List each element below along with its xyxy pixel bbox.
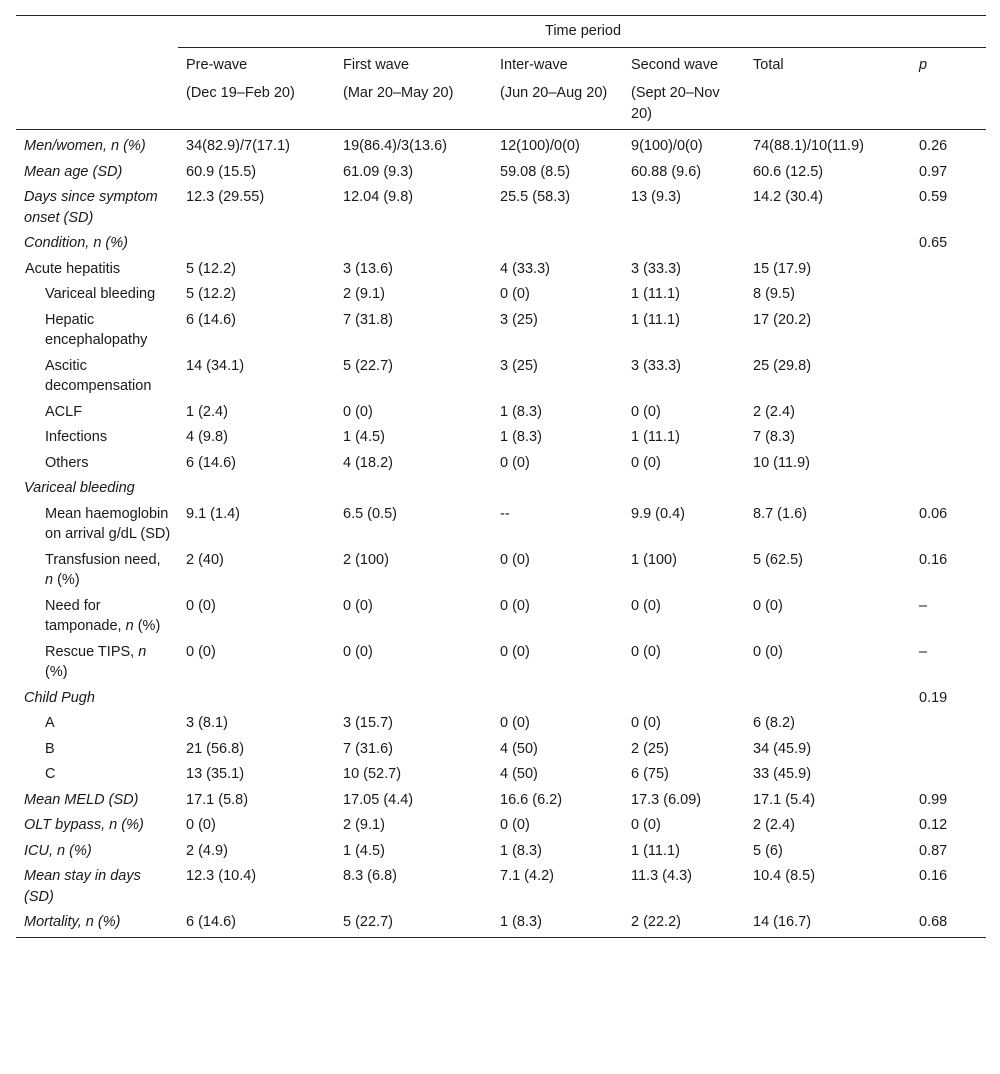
cell-value: 0 (0) xyxy=(186,817,216,833)
cell-value: 2 (2.4) xyxy=(753,403,795,420)
column-range-row xyxy=(16,75,986,130)
table-row xyxy=(16,710,986,736)
row-label xyxy=(16,450,178,476)
cell-value: 2 (100) xyxy=(343,551,389,568)
cell-value: 1 (8.3) xyxy=(500,842,542,859)
table-row xyxy=(16,159,986,185)
column-header-first-wave: First wave xyxy=(343,56,410,73)
cell-value: 0 (0) xyxy=(500,454,530,471)
cell-p-value xyxy=(911,475,986,501)
cell-value xyxy=(335,685,492,711)
table-row xyxy=(16,909,986,937)
table-row xyxy=(16,130,986,159)
cell-value xyxy=(745,475,911,501)
cell-value: 2 (22.2) xyxy=(623,909,745,937)
cell-value: 3 (13.6) xyxy=(343,260,393,277)
cell-p-value: 0.12 xyxy=(919,817,948,833)
cell-value: 21 (56.8) xyxy=(186,740,245,757)
cell-value: 7.1 (4.2) xyxy=(500,868,554,884)
row-label xyxy=(16,710,178,736)
row-label-text: Need for tamponade, xyxy=(45,597,126,634)
cell-p-value: – xyxy=(919,597,928,614)
table-row xyxy=(16,450,986,476)
row-label-text: Infections xyxy=(45,429,108,445)
cell-value: 3 (33.3) xyxy=(631,357,681,374)
cell-value: 2 (40) xyxy=(186,551,224,568)
cell-value: 15 (17.9) xyxy=(753,260,812,277)
cell-value: 61.09 (9.3) xyxy=(343,163,414,180)
row-label xyxy=(16,501,178,547)
cell-value: 0 (0) xyxy=(343,643,373,660)
cell-value: 0 (0) xyxy=(500,286,530,302)
cell-p-value: 0.65 xyxy=(919,235,948,251)
cell-value: 14 (34.1) xyxy=(186,357,245,374)
cell-value: 5 (22.7) xyxy=(343,357,393,374)
cell-value: 1 (8.3) xyxy=(500,403,542,420)
row-label-text: A xyxy=(45,715,55,731)
cell-value: 3 (15.7) xyxy=(343,715,393,731)
cell-value: 1 (8.3) xyxy=(492,909,623,937)
row-label xyxy=(16,256,178,282)
row-label: Mean stay in days (SD) xyxy=(24,868,141,905)
cell-value: 33 (45.9) xyxy=(753,766,812,782)
row-label-text: ACLF xyxy=(45,403,83,420)
column-header-p: p xyxy=(919,56,928,73)
cell-p-value xyxy=(911,736,986,762)
row-label xyxy=(16,424,178,450)
cell-p-value: 0.59 xyxy=(919,189,948,205)
column-range-first-wave: (Mar 20–May 20) xyxy=(335,75,492,130)
cell-value: 17.1 (5.4) xyxy=(753,791,816,808)
cell-value: 25.5 (58.3) xyxy=(500,189,571,205)
row-label-text: Others xyxy=(45,454,89,471)
cell-value: 1 (11.1) xyxy=(631,842,680,859)
cell-value: 11.3 (4.3) xyxy=(631,868,692,884)
column-header-inter-wave: Inter-wave xyxy=(500,56,568,73)
column-header-pre-wave: Pre-wave xyxy=(186,56,248,73)
cell-value xyxy=(745,230,911,256)
cell-value: 7 (31.6) xyxy=(343,740,393,757)
cell-value: 4 (18.2) xyxy=(343,454,393,471)
cell-p-value: 0.16 xyxy=(919,868,948,884)
cell-value: 4 (33.3) xyxy=(500,260,550,277)
cell-value: 60.6 (12.5) xyxy=(753,163,824,180)
cell-p-value: 0.87 xyxy=(919,842,948,859)
cell-p-value xyxy=(911,424,986,450)
row-label xyxy=(16,399,178,425)
cell-value: 1 (4.5) xyxy=(343,429,385,445)
cell-value: 2 (9.1) xyxy=(343,286,385,302)
row-label-italic: n xyxy=(138,643,147,660)
cell-value: 3 (25) xyxy=(500,311,538,328)
cell-p-value xyxy=(911,710,986,736)
cell-value: 0 (0) xyxy=(631,817,661,833)
empty-header-cell xyxy=(911,75,986,130)
table-body xyxy=(16,130,986,938)
cell-value: 2 (2.4) xyxy=(753,817,795,833)
cell-value: 25 (29.8) xyxy=(753,357,812,374)
cell-p-value: 0.16 xyxy=(919,551,948,568)
cell-value: 13 (9.3) xyxy=(631,189,681,205)
cell-value: 1 (8.3) xyxy=(500,429,542,445)
cell-p-value: 0.06 xyxy=(919,505,948,522)
cell-value: 3 (25) xyxy=(500,357,538,374)
cell-value: 6 (14.6) xyxy=(178,909,335,937)
cell-value: 0 (0) xyxy=(500,817,530,833)
cell-value: 1 (100) xyxy=(631,551,677,568)
cell-value: 0 (0) xyxy=(500,715,530,731)
cell-value: 59.08 (8.5) xyxy=(500,163,571,180)
section-label: Variceal bleeding xyxy=(24,480,135,496)
cell-value: 1 (11.1) xyxy=(631,286,680,302)
table-row xyxy=(16,593,986,639)
empty-header-cell xyxy=(16,75,178,130)
cell-value: 3 (8.1) xyxy=(186,715,228,731)
cell-value xyxy=(623,230,745,256)
row-label-italic: n xyxy=(45,572,54,588)
table-row xyxy=(16,281,986,307)
cell-value: 0 (0) xyxy=(500,643,530,660)
cell-value: 0 (0) xyxy=(343,403,373,420)
cell-value: 34(82.9)/7(17.1) xyxy=(186,138,290,154)
cell-value: 0 (0) xyxy=(753,597,783,614)
cell-value xyxy=(623,475,745,501)
row-label-text: Variceal bleeding xyxy=(45,286,156,302)
cell-value: 6 (14.6) xyxy=(186,311,236,328)
cell-value: 13 (35.1) xyxy=(186,766,245,782)
cell-value: 4 (50) xyxy=(500,740,538,757)
column-header-total: Total xyxy=(753,56,784,73)
cell-value: 5 (12.2) xyxy=(186,286,236,302)
cell-value xyxy=(178,230,335,256)
row-label-italic: n xyxy=(125,618,134,634)
results-table-container xyxy=(16,15,986,938)
cell-value: 12.3 (10.4) xyxy=(186,868,257,884)
row-label-text: Rescue TIPS, xyxy=(45,643,139,660)
cell-value xyxy=(492,230,623,256)
cell-value: 14.2 (30.4) xyxy=(753,189,824,205)
cell-value: 5 (62.5) xyxy=(753,551,803,568)
cell-value: 0 (0) xyxy=(631,643,661,660)
cell-value: 7 (8.3) xyxy=(753,429,795,445)
cell-p-value xyxy=(911,450,986,476)
row-label-text: (%) xyxy=(45,664,68,680)
cell-value: 3 (33.3) xyxy=(631,260,681,277)
row-label-text: Transfusion need, xyxy=(45,551,161,568)
row-label: Mean MELD (SD) xyxy=(24,791,139,808)
row-label: Men/women, n (%) xyxy=(24,138,146,154)
cell-value xyxy=(623,685,745,711)
cell-value: 5 (6) xyxy=(753,842,783,859)
column-range-second-wave: (Sept 20–Nov 20) xyxy=(623,75,745,130)
empty-header-cell xyxy=(16,47,178,75)
table-row xyxy=(16,353,986,399)
row-label xyxy=(16,547,178,593)
cell-value: 12.3 (29.55) xyxy=(186,189,265,205)
cell-value: 1 (4.5) xyxy=(343,842,385,859)
cell-p-value xyxy=(911,281,986,307)
cell-value: 4 (9.8) xyxy=(186,429,228,445)
column-range-inter-wave: (Jun 20–Aug 20) xyxy=(492,75,623,130)
time-period-row xyxy=(16,16,986,48)
section-row xyxy=(16,685,986,711)
row-label: Mortality, n (%) xyxy=(16,909,178,937)
cell-value: 74(88.1)/10(11.9) xyxy=(753,138,864,154)
cell-p-value xyxy=(911,399,986,425)
row-label xyxy=(16,353,178,399)
cell-value: 10.4 (8.5) xyxy=(753,868,816,884)
table-row xyxy=(16,761,986,787)
empty-header-cell xyxy=(16,16,178,48)
row-label: OLT bypass, n (%) xyxy=(24,817,144,833)
cell-value: 9.9 (0.4) xyxy=(631,505,685,522)
column-range-pre-wave: (Dec 19–Feb 20) xyxy=(178,75,335,130)
cell-value: 2 (9.1) xyxy=(343,817,385,833)
cell-p-value: 0.26 xyxy=(919,138,948,154)
cell-value: 0 (0) xyxy=(186,597,216,614)
cell-value: 6 (8.2) xyxy=(753,715,795,731)
row-label xyxy=(16,639,178,685)
cell-value: 0 (0) xyxy=(631,715,661,731)
cell-value: 6 (14.6) xyxy=(186,454,236,471)
row-label-text: Mean haemoglobin on arrival g/dL (SD) xyxy=(45,505,171,542)
cell-value: 2 (4.9) xyxy=(186,842,228,859)
table-row xyxy=(16,812,986,838)
cell-value: 16.6 (6.2) xyxy=(500,791,563,808)
cell-value: 14 (16.7) xyxy=(745,909,911,937)
cell-value: 4 (50) xyxy=(500,766,538,782)
column-header-second-wave: Second wave xyxy=(631,56,719,73)
table-row xyxy=(16,736,986,762)
cell-value xyxy=(492,685,623,711)
cell-value: 0 (0) xyxy=(753,643,783,660)
table-row xyxy=(16,424,986,450)
column-range-total xyxy=(745,75,911,130)
cell-value: 9.1 (1.4) xyxy=(186,505,240,522)
cell-value: 0 (0) xyxy=(343,597,373,614)
cell-value: 17.05 (4.4) xyxy=(343,791,414,808)
cell-value: 6 (75) xyxy=(631,766,669,782)
table-row xyxy=(16,838,986,864)
cell-p-value xyxy=(911,256,986,282)
row-label-text: (%) xyxy=(53,572,80,588)
cell-value: 1 (11.1) xyxy=(631,429,680,445)
section-row xyxy=(16,230,986,256)
row-label xyxy=(16,593,178,639)
row-label-text: Ascitic decompensation xyxy=(45,357,152,394)
cell-value: 19(86.4)/3(13.6) xyxy=(343,138,447,154)
cell-value: 60.9 (15.5) xyxy=(186,163,257,180)
time-period-heading: Time period xyxy=(178,16,986,48)
cell-value: 12(100)/0(0) xyxy=(500,138,580,154)
cell-value: 17.3 (6.09) xyxy=(631,791,702,808)
cell-value: 12.04 (9.8) xyxy=(343,189,414,205)
cell-value: 0 (0) xyxy=(631,403,661,420)
cell-value xyxy=(335,475,492,501)
cell-value: 0 (0) xyxy=(186,643,216,660)
cell-value: 9(100)/0(0) xyxy=(631,138,703,154)
cell-value: 8.3 (6.8) xyxy=(343,868,397,884)
cell-p-value: 0.97 xyxy=(919,163,948,180)
results-table xyxy=(16,15,986,938)
cell-p-value: 0.99 xyxy=(919,791,948,808)
row-label xyxy=(16,761,178,787)
section-row xyxy=(16,475,986,501)
cell-value: 0 (0) xyxy=(500,551,530,568)
table-row xyxy=(16,307,986,353)
cell-p-value: 0.68 xyxy=(911,909,986,937)
cell-value: 60.88 (9.6) xyxy=(631,163,702,180)
table-row xyxy=(16,184,986,230)
cell-value: -- xyxy=(500,505,510,522)
cell-value: 0 (0) xyxy=(631,454,661,471)
cell-value: 2 (25) xyxy=(631,740,669,757)
cell-value: 1 (2.4) xyxy=(186,403,228,420)
section-label: Condition, n (%) xyxy=(24,235,128,251)
cell-value: 17 (20.2) xyxy=(753,311,812,328)
row-label-text: Hepatic encephalopathy xyxy=(45,311,148,348)
cell-p-value xyxy=(911,353,986,399)
cell-value xyxy=(492,475,623,501)
cell-value: 1 (11.1) xyxy=(631,311,680,328)
cell-p-value: 0.19 xyxy=(919,689,948,706)
cell-value xyxy=(335,230,492,256)
table-row xyxy=(16,639,986,685)
cell-value: 10 (52.7) xyxy=(343,766,402,782)
row-label xyxy=(16,281,178,307)
row-label-text: C xyxy=(45,766,56,782)
table-row xyxy=(16,787,986,813)
cell-value: 0 (0) xyxy=(500,597,530,614)
cell-value: 10 (11.9) xyxy=(753,454,810,471)
cell-p-value: – xyxy=(919,643,928,660)
table-row xyxy=(16,256,986,282)
row-label-text: B xyxy=(45,740,55,757)
table-row xyxy=(16,501,986,547)
cell-value: 17.1 (5.8) xyxy=(186,791,249,808)
row-label xyxy=(16,307,178,353)
cell-value: 5 (12.2) xyxy=(186,260,236,277)
table-row xyxy=(16,547,986,593)
cell-p-value xyxy=(911,761,986,787)
cell-value: 0 (0) xyxy=(631,597,661,614)
table-row xyxy=(16,863,986,909)
cell-value xyxy=(178,475,335,501)
cell-value: 8.7 (1.6) xyxy=(753,505,807,522)
section-label: Child Pugh xyxy=(24,689,95,706)
column-name-row xyxy=(16,47,986,75)
cell-p-value xyxy=(911,307,986,353)
row-label-text: Acute hepatitis xyxy=(25,260,121,277)
row-label: ICU, n (%) xyxy=(24,842,92,859)
row-label xyxy=(16,736,178,762)
cell-value: 7 (31.8) xyxy=(343,311,393,328)
cell-value xyxy=(178,685,335,711)
cell-value: 6.5 (0.5) xyxy=(343,505,397,522)
cell-value: 34 (45.9) xyxy=(753,740,812,757)
row-label: Days since symptom onset (SD) xyxy=(24,189,158,226)
cell-value xyxy=(745,685,911,711)
cell-value: 8 (9.5) xyxy=(753,286,795,302)
row-label-text: (%) xyxy=(133,618,161,634)
row-label: Mean age (SD) xyxy=(24,163,123,180)
table-row xyxy=(16,399,986,425)
cell-value: 5 (22.7) xyxy=(335,909,492,937)
